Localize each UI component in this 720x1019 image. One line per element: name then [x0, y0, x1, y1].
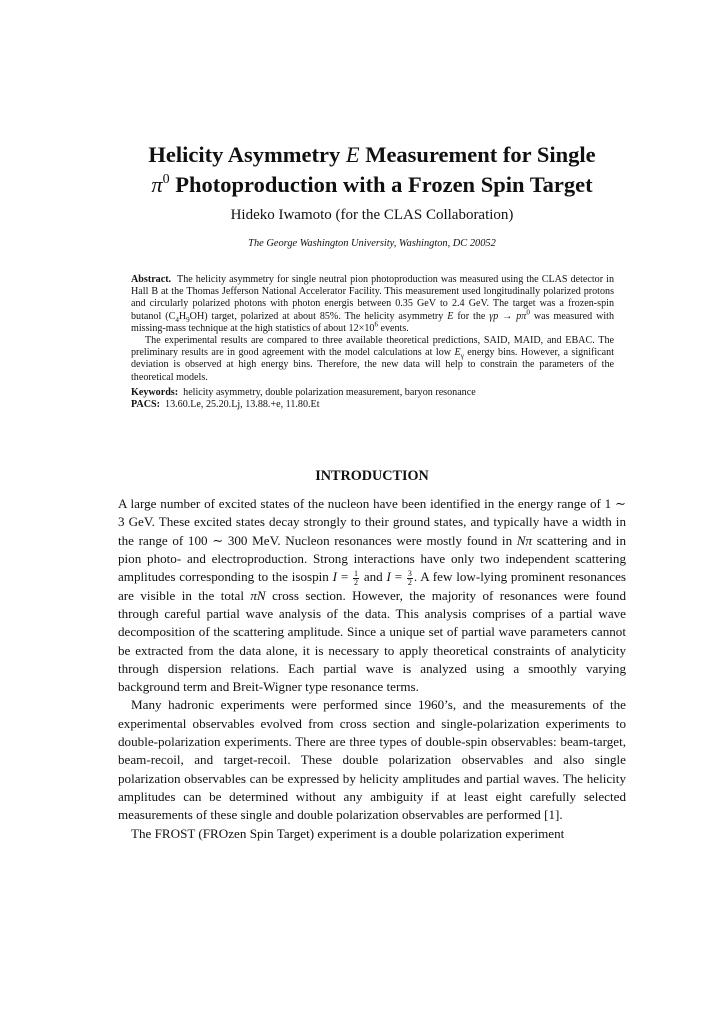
- body-text: cross section. However, the majority of resonances were found through careful partial wave analysis of the data. This analysis comprises of a partial wave decomposition of the scattering amplitude. Since a unique set of partial wave parameters cannot be extracted from the data alone, it is necessary to apply theoretical constraints of analyticity through dispersion relations. Each partial wave is analyzed using a smoothly varying background term and Breit-Wigner type resonance terms.: [118, 587, 627, 695]
- title-superscript: 0: [162, 172, 170, 187]
- pacs-value: 13.60.Le, 25.20.Lj, 13.88.+e, 11.80.Et: [165, 399, 320, 411]
- abstract-variable: E: [447, 310, 454, 322]
- body-math: Nπ: [516, 532, 533, 548]
- title-text: Helicity Asymmetry: [148, 142, 346, 167]
- body-math: I: [386, 569, 391, 585]
- section-heading: INTRODUCTION: [315, 468, 429, 484]
- fraction-three-halves: [407, 570, 413, 587]
- abstract-reaction: γp → pπ: [489, 310, 527, 322]
- keywords-value: helicity asymmetry, double polarization measurement, baryon resonance: [183, 386, 476, 398]
- section-body: [118, 495, 626, 843]
- abstract-label: Abstract.: [131, 274, 172, 285]
- fraction-one-half: [353, 570, 359, 587]
- paper-title: [118, 140, 626, 200]
- pacs-label: PACS:: [131, 399, 160, 411]
- title-variable: E: [345, 142, 360, 167]
- body-paragraph: Many hadronic experiments were performed since 1960’s, and the measurements of the experimental observables evolved from cross section and single-polarization experiments to double-polarization experiments. There are three types of double-spin observables: beam-target, beam-recoil, and target-recoil. These double polarization observables and also single polarization observables can be expressed by helicity amplitudes and partial waves. The helicity amplitudes can be determined without any ambiguity if at least eight carefully selected measurements of these single and double polarization observables are performed [1].: [118, 697, 626, 823]
- fraction-denominator: 2: [354, 577, 359, 587]
- body-math: I: [332, 569, 338, 585]
- body-text: and: [360, 569, 387, 585]
- abstract-block: [131, 274, 614, 411]
- title-text: Measurement for Single: [359, 142, 596, 167]
- abstract-subscript: 4: [175, 315, 179, 324]
- fraction-denominator: 2: [407, 577, 412, 587]
- body-text: =: [390, 569, 406, 585]
- abstract-variable: E: [454, 347, 461, 359]
- keywords-label: Keywords:: [131, 386, 179, 398]
- body-math: πN: [250, 587, 266, 603]
- abstract-text: OH) target, polarized at about 85%. The helicity asymmetry: [189, 310, 448, 322]
- fraction-numerator: 3: [407, 568, 412, 578]
- body-text: scattering and in pion photo- and electroproduction. Strong interactions have only two independent scattering amplitudes corresponding to the isospin: [118, 532, 626, 585]
- body-paragraph: The FROST (FROzen Spin Target) experiment is a double polarization experiment: [131, 825, 565, 841]
- abstract-text: was measured with missing-mass technique at the high statistics of about 12×10: [131, 310, 615, 334]
- abstract-text: for the: [453, 310, 490, 322]
- abstract-text: energy bins. However, a significant deviation is observed at high energy bins. Therefore, the new data will help to constrain the parameters of the theoretical models.: [131, 347, 614, 383]
- body-text: A large number of excited states of the nucleon have been identified in the energy range of 1 ∼ 3 GeV. These excited states decay strongly to their ground states, and typically have a width in the range of 100 ∼ 300 MeV. Nucleon resonances were mostly found in: [118, 496, 626, 548]
- abstract-subscript: γ: [460, 352, 464, 361]
- keywords-line: [131, 387, 614, 399]
- abstract-subscript: 9: [186, 315, 190, 324]
- abstract-superscript: 0: [526, 308, 530, 317]
- author-line: Hideko Iwamoto (for the CLAS Collaboration): [230, 207, 514, 223]
- body-text: . A few low-lying prominent resonances are visible in the total: [118, 569, 626, 603]
- abstract-paragraph: [131, 335, 614, 384]
- abstract-text: The helicity asymmetry for single neutral pion photoproduction was measured using the CLAS detector in Hall B at the Thomas Jefferson National Accelerator Facility. This measurement used longitudinally polarized protons and circularly polarized photons with photon energis between 0.35 GeV to 2.4 GeV. The target was a frozen-spin butanol (C: [131, 274, 614, 322]
- abstract-paragraph: [131, 274, 614, 335]
- abstract-superscript: 6: [374, 320, 378, 329]
- title-pi-symbol: π: [151, 172, 163, 197]
- affiliation-line: The George Washington University, Washington, DC 20052: [248, 238, 496, 249]
- abstract-text: The experimental results are compared to three available theoretical predictions, SAID, MAID, and EBAC. The preliminary results are in good agreement with the model calculations at low: [131, 335, 614, 359]
- fraction-numerator: 1: [354, 568, 359, 578]
- abstract-text: events.: [377, 322, 409, 334]
- body-paragraph: [118, 495, 626, 696]
- title-text: Photoproduction with a Frozen Spin Target: [169, 172, 593, 197]
- abstract-text: H: [178, 310, 187, 322]
- body-text: =: [337, 569, 353, 585]
- pacs-line: [131, 399, 614, 411]
